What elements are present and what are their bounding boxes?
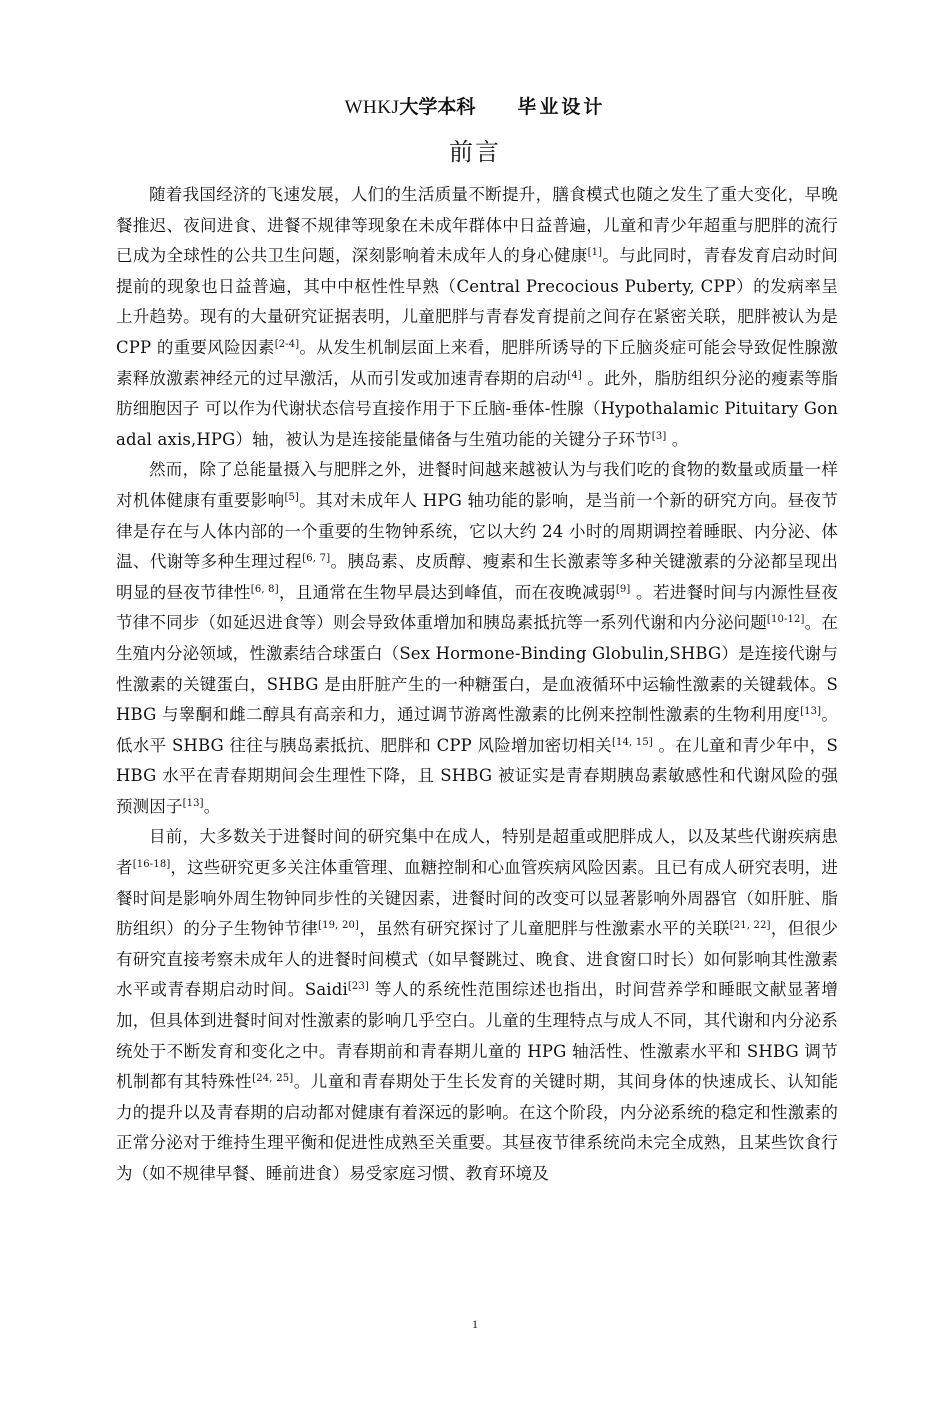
citation-reference: [21, 22] [729,920,771,932]
paragraph-text: ，但很少有研究直接考察未成年人的进餐时间模式（如早餐跳过、晚食、进食窗口时长）如何影响其性激素水平或青春期启动时间。Saidi [116,919,838,1000]
citation-reference: [14, 15] [611,736,653,748]
paragraph-text: 。胰岛素、皮质醇、瘦素和生长激素等多种关键激素的分泌都呈现出明显的昼夜节律性 [116,552,838,602]
paragraph-text: ，且通常在生物早晨达到峰值，而在夜晚减弱 [278,582,616,602]
citation-reference: [19, 20] [318,920,360,932]
paragraph-text: 。在儿童和青少年中，SHBG 水平在青春期期间会生理性下降，且 SHBG 被证实是青春期胰岛素敏感性和代谢风险的强预测因子 [116,735,838,816]
paragraph-text: 然而，除了总能量摄入与肥胖之外，进餐时间越来越被认为与我们吃的食物的数量或质量一样对机体健康有重要影响 [116,460,838,510]
paragraph-text: ，这些研究更多关注体重管理、血糖控制和心血管疾病风险因素。且已有成人研究表明，进餐时间是影响外周生物钟同步性的关键因素，进餐时间的改变可以显著影响外周器官（如肝脏、脂肪组织）的分子生物钟节律 [116,858,839,939]
paragraph-text: 。低水平 SHBG 往往与胰岛素抵抗、肥胖和 CPP 风险增加密切相关 [116,705,838,755]
citation-reference: [2-4] [274,338,300,350]
paragraph-text: 。 [203,796,221,816]
citation-reference: [10-12] [766,614,805,626]
page-number: 1 [472,1317,478,1331]
paragraph-text: 随着我国经济的飞速发展，人们的生活质量不断提升，膳食模式也随之发生了重大变化，早晚餐推迟、夜间进食、进餐不规律等现象在未成年群体中日益普遍，儿童和青少年超重与肥胖的流行已成为全球性的公共卫生问题，深刻影响着未成年人的身心健康 [116,185,838,266]
citation-reference: [24, 25] [252,1073,294,1085]
paragraph-text: 。与此同时，青春发育启动时间提前的现象也日益普遍，其中中枢性性早熟（Central Precocious Puberty, CPP）的发病率呈上升趋势。现有的大量研究证据表明，儿童肥胖与青春发育提前之间存在紧密关联，肥胖被认为是 CPP 的重要风险因素 [116,246,838,357]
citation-reference: [9] [615,583,631,595]
citation-reference: [23] [347,981,370,993]
paragraph-text: ，虽然有研究探讨了儿童肥胖与性激素水平的关联 [359,919,730,939]
paragraph-text: 等人的系统性范围综述也指出，时间营养学和睡眠文献显著增加，但具体到进餐时间对性激素的影响几乎空白。儿童的生理特点与成人不同，其代谢和内分泌系统处于不断发育和变化之中。青春期前和青春期儿童的 HPG 轴活性、性激素水平和 SHBG 调节机制都有其特殊性 [116,980,838,1092]
body-paragraph [116,455,838,822]
paragraph-text: 。 [666,429,689,449]
paragraph-text: 。儿童和青春期处于生长发育的关键时期，其间身体的快速成长、认知能力的提升以及青春期的启动都对健康有着深远的影响。在这个阶段，内分泌系统的稳定和性激素的正常分泌对于维持生理平衡和促进性成熟至关重要。其昼夜节律系统尚未完全成熟，且某些饮食行为（如不规律早餐、睡前进食）易受家庭习惯、教育环境及 [116,1072,839,1183]
section-title: 前言 [449,138,501,166]
body-text [116,180,838,1190]
citation-reference: [3] [651,430,667,442]
paragraph-text: 。从发生机制层面上来看，肥胖所诱导的下丘脑炎症可能会导致促性腺激素释放激素神经元的过早激活，从而引发或加速青春期的启动 [116,337,838,388]
page-header [0,94,950,121]
header-school: WHKJ [344,97,400,118]
header-university-level: 大学本科 [399,96,476,118]
paragraph-text: 目前，大多数关于进餐时间的研究集中在成人，特别是超重或肥胖成人，以及某些代谢疾病患者 [116,827,838,878]
paragraph-text: 。若进餐时间与内源性昼夜节律不同步（如延迟进食等）则会导致体重增加和胰岛素抵抗等一系列代谢和内分泌问题 [116,582,838,633]
citation-reference: [1] [587,247,603,259]
citation-reference: [4] [567,369,582,381]
citation-reference: [13] [800,706,822,718]
citation-reference: [5] [284,491,300,503]
citation-reference: [13] [182,797,204,809]
body-paragraph [116,180,838,455]
citation-reference: [6, 8] [250,583,279,595]
paragraph-text: 。此外，脂肪组织分泌的瘦素等脂肪细胞因子 可以作为代谢状态信号直接作用于下丘脑-垂体-性腺（Hypothalamic Pituitary Gonadal axis,HPG）轴，被认为是连接能量储备与生殖功能的关键分子环节 [116,368,838,449]
body-paragraph [116,822,838,1189]
paragraph-text: 。其对未成年人 HPG 轴功能的影响，是当前一个新的研究方向。昼夜节律是存在与人体内部的一个重要的生物钟系统，它以大约 24 小时的周期调控着睡眠、内分泌、体温、代谢等多种生理过程 [116,490,839,572]
header-document-type: 毕业设计 [517,96,606,118]
citation-reference: [16-18] [132,859,171,871]
paragraph-text: 。在生殖内分泌领域，性激素结合球蛋白（Sex Hormone-Binding Globulin,SHBG）是连接代谢与性激素的关键蛋白，SHBG 是由肝脏产生的一种糖蛋白，是血液循环中运输性激素的关键载体。SHBG 与睾酮和雌二醇具有高亲和力，通过调节游离性激素的比例来控制性激素的生物利用度 [116,613,838,725]
citation-reference: [6, 7] [302,553,331,565]
